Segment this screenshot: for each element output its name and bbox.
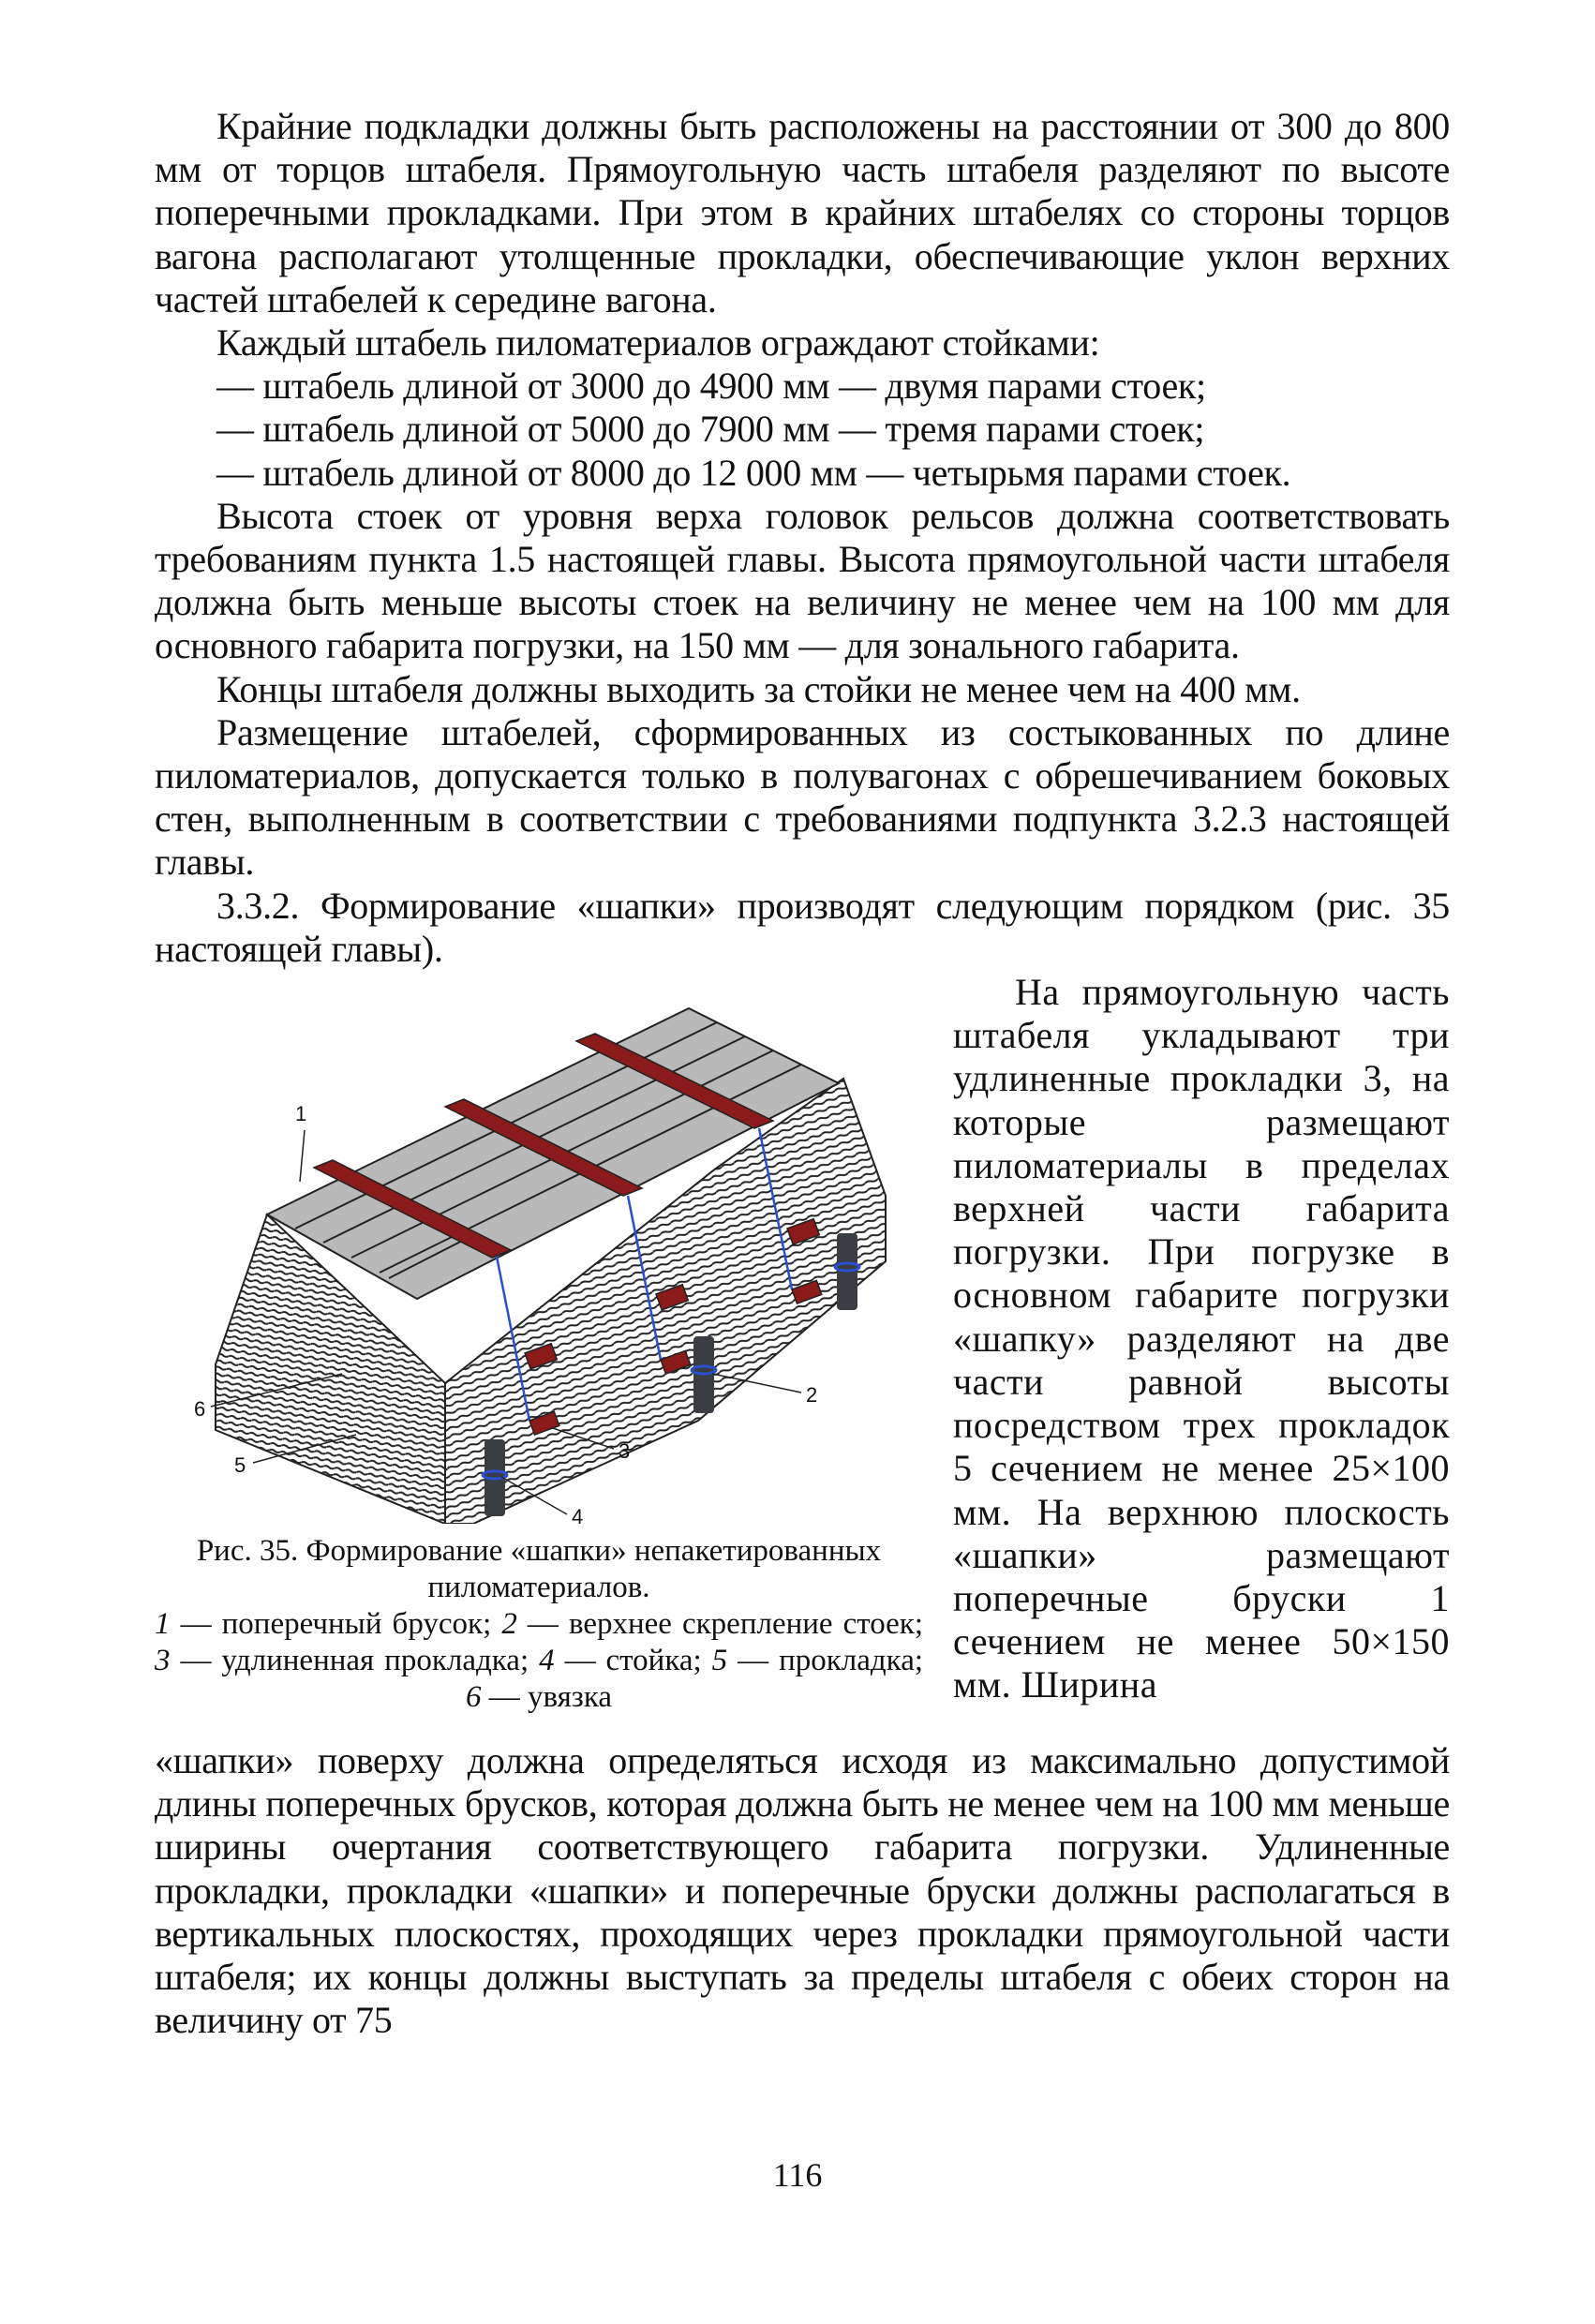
paragraph: Каждый штабель пиломатериалов ограждают стойками:: [216, 321, 1100, 365]
list-item: — штабель длиной от 5000 до 7900 мм — тремя парами стоек;: [216, 408, 1205, 451]
callout-6: 6: [194, 1397, 206, 1422]
paragraph: Размещение штабелей, сформированных из состыкованных по длине пиломатериалов, допускается только в полувагонах с обрешечиванием боковых стен, выполненным в соответствии с требованиями подпункта 3.2.3 настоящей главы.: [155, 710, 1450, 884]
legend-text: — увязка: [488, 1680, 613, 1715]
legend-num: 2: [501, 1607, 517, 1642]
legend-text: — удлиненная прокладка;: [180, 1644, 529, 1678]
paragraph: Высота стоек от уровня верха головок рельсов должна соответствовать требованиям пункта 1.5 настоящей главы. Высота прямоугольной части штабеля должна быть меньше высоты стоек на величину не менее чем на 100 мм для основного габарита погрузки, на 150 мм — для зонального габарита.: [155, 494, 1450, 667]
legend-text: — стойка;: [564, 1644, 702, 1678]
legend-num: 5: [711, 1644, 728, 1678]
paragraph: «шапки» поверху должна определяться исходя из максимально допустимой длины поперечных брусков, которая должна быть не менее чем на 100 мм меньше ширины очертания соответствующего габарита погрузки. Удлиненные прокладки, прокладки «шапки» и поперечные бруски должны располагаться в вертикальных плоскостях, проходящих через прокладки прямоугольной части штабеля; их концы должны выступать за пределы штабеля с обеих сторон на величину от 75: [155, 1739, 1450, 2042]
paragraph: 3.3.2. Формирование «шапки» производят следующим порядком (рис. 35 настоящей главы).: [155, 884, 1450, 970]
figure-block: [155, 971, 1450, 1739]
figure-caption: [155, 1533, 923, 1716]
caption-title: Рис. 35. Формирование «шапки» непакетированных пиломатериалов.: [196, 1534, 882, 1605]
callout-5: 5: [234, 1453, 246, 1478]
side-paragraph: На прямоугольную часть штабеля укладывают три удлиненные прокладки 3, на которые размещают пиломатериалы в пределах верхней части габарита погрузки. При погрузке в основном габарите погрузки «шапку» разделяют на две части равной высоты посредством трех прокладок 5 сечением не менее 25×100 мм. На верхнюю плоскость «шапки» размещают поперечные бруски 1 сечением не менее 50×150 мм. Ширина: [953, 971, 1450, 1706]
callout-1: 1: [295, 1102, 307, 1126]
legend-text: — поперечный брусок;: [180, 1607, 492, 1642]
page-body: [155, 105, 1450, 2042]
legend-num: 3: [155, 1644, 171, 1678]
callout-2: 2: [806, 1383, 818, 1408]
legend-num: 4: [539, 1644, 555, 1678]
legend-num: 1: [155, 1607, 171, 1642]
paragraph: Крайние подкладки должны быть расположены на расстоянии от 300 до 800 мм от торцов штабеля. Прямоугольную часть штабеля разделяют по высоте поперечными прокладками. При этом в крайних штабелях со стороны торцов вагона располагают утолщенные прокладки, обеспечивающие уклон верхних частей штабелей к середине вагона.: [155, 105, 1450, 320]
side-column-text: [953, 971, 1450, 1706]
list-item: — штабель длиной от 3000 до 4900 мм — двумя парами стоек;: [216, 365, 1206, 408]
callout-4: 4: [572, 1505, 584, 1525]
callout-3: 3: [619, 1439, 631, 1464]
caption-legend: [155, 1606, 923, 1716]
legend-text: — верхнее скрепление стоек;: [527, 1607, 924, 1642]
lumber-stack-figure: [192, 980, 942, 1524]
page-number: 116: [772, 2156, 823, 2194]
legend-text: — прокладка;: [738, 1644, 924, 1678]
legend-num: 6: [465, 1680, 482, 1715]
paragraph: Концы штабеля должны выходить за стойки не менее чем на 400 мм.: [216, 667, 1301, 710]
list-item: — штабель длиной от 8000 до 12 000 мм — четырьмя парами стоек.: [216, 451, 1291, 494]
